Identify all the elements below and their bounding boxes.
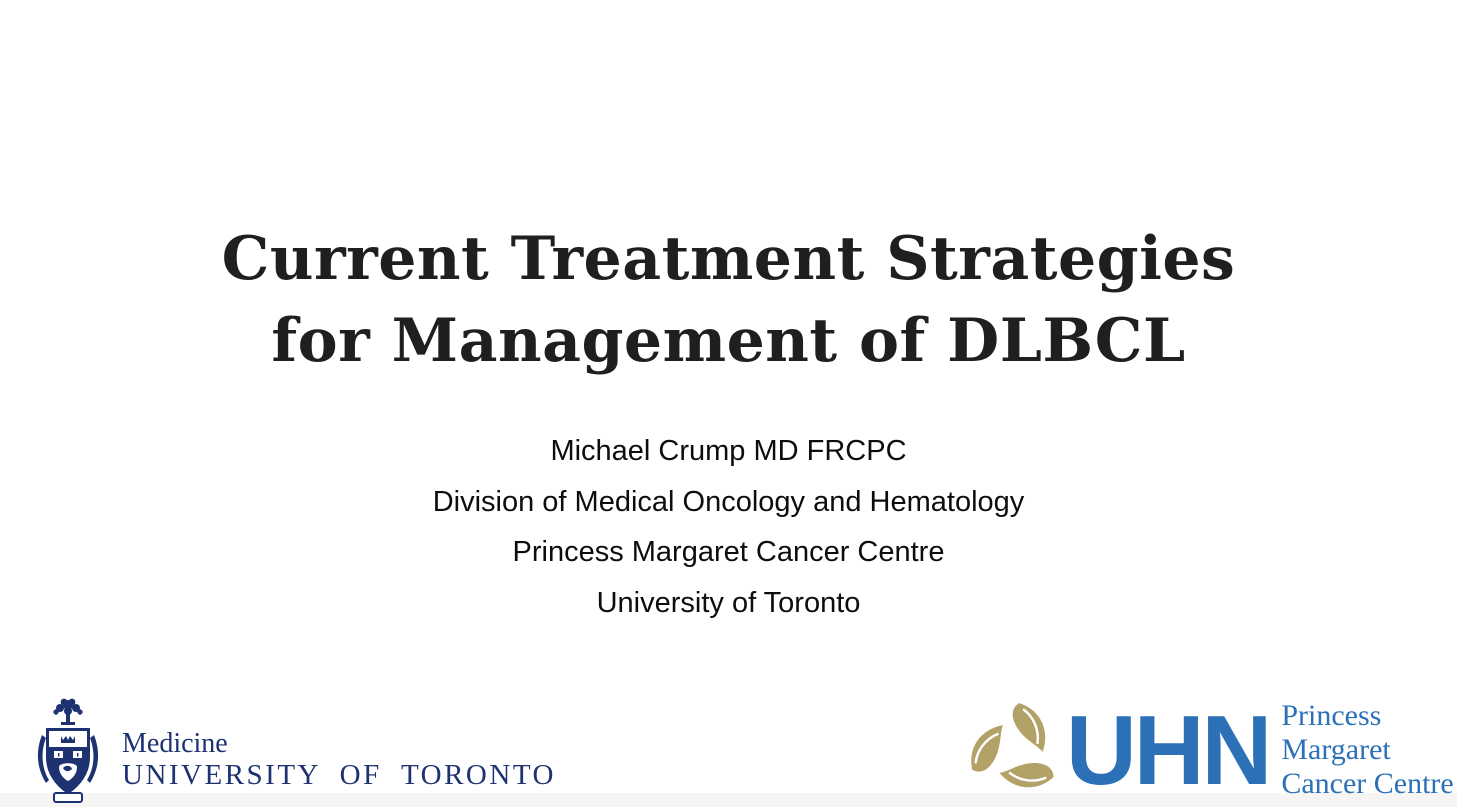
uoft-medicine-logo bbox=[28, 695, 556, 805]
uoft-logo-text bbox=[122, 729, 556, 791]
slide-title-line-1: Current Treatment Strategies bbox=[221, 224, 1236, 294]
uhn-leaf-swirl-icon bbox=[960, 699, 1070, 801]
pm-name-line-2: Margaret bbox=[1281, 733, 1391, 766]
uoft-department-label: Medicine bbox=[122, 728, 228, 759]
uoft-institution-label: UNIVERSITY OF TORONTO bbox=[122, 759, 556, 791]
author-name: Michael Crump MD FRCPC bbox=[550, 435, 907, 467]
slide-title bbox=[0, 218, 1457, 382]
uhn-pm-logo bbox=[960, 695, 1454, 805]
pm-name-line-1: Princess bbox=[1281, 699, 1382, 732]
university-of-toronto-crest-icon bbox=[28, 695, 108, 805]
author-block bbox=[0, 426, 1457, 628]
author-university: University of Toronto bbox=[596, 586, 861, 619]
uhn-acronym: UHN bbox=[1066, 695, 1270, 805]
pm-cancer-centre-name bbox=[1281, 699, 1453, 801]
author-division: Division of Medical Oncology and Hematology bbox=[432, 485, 1025, 518]
pm-name-line-3: Cancer Centre bbox=[1281, 767, 1454, 800]
author-institution: Princess Margaret Cancer Centre bbox=[512, 536, 945, 568]
slide-title-line-2: for Management of DLBCL bbox=[271, 306, 1186, 376]
